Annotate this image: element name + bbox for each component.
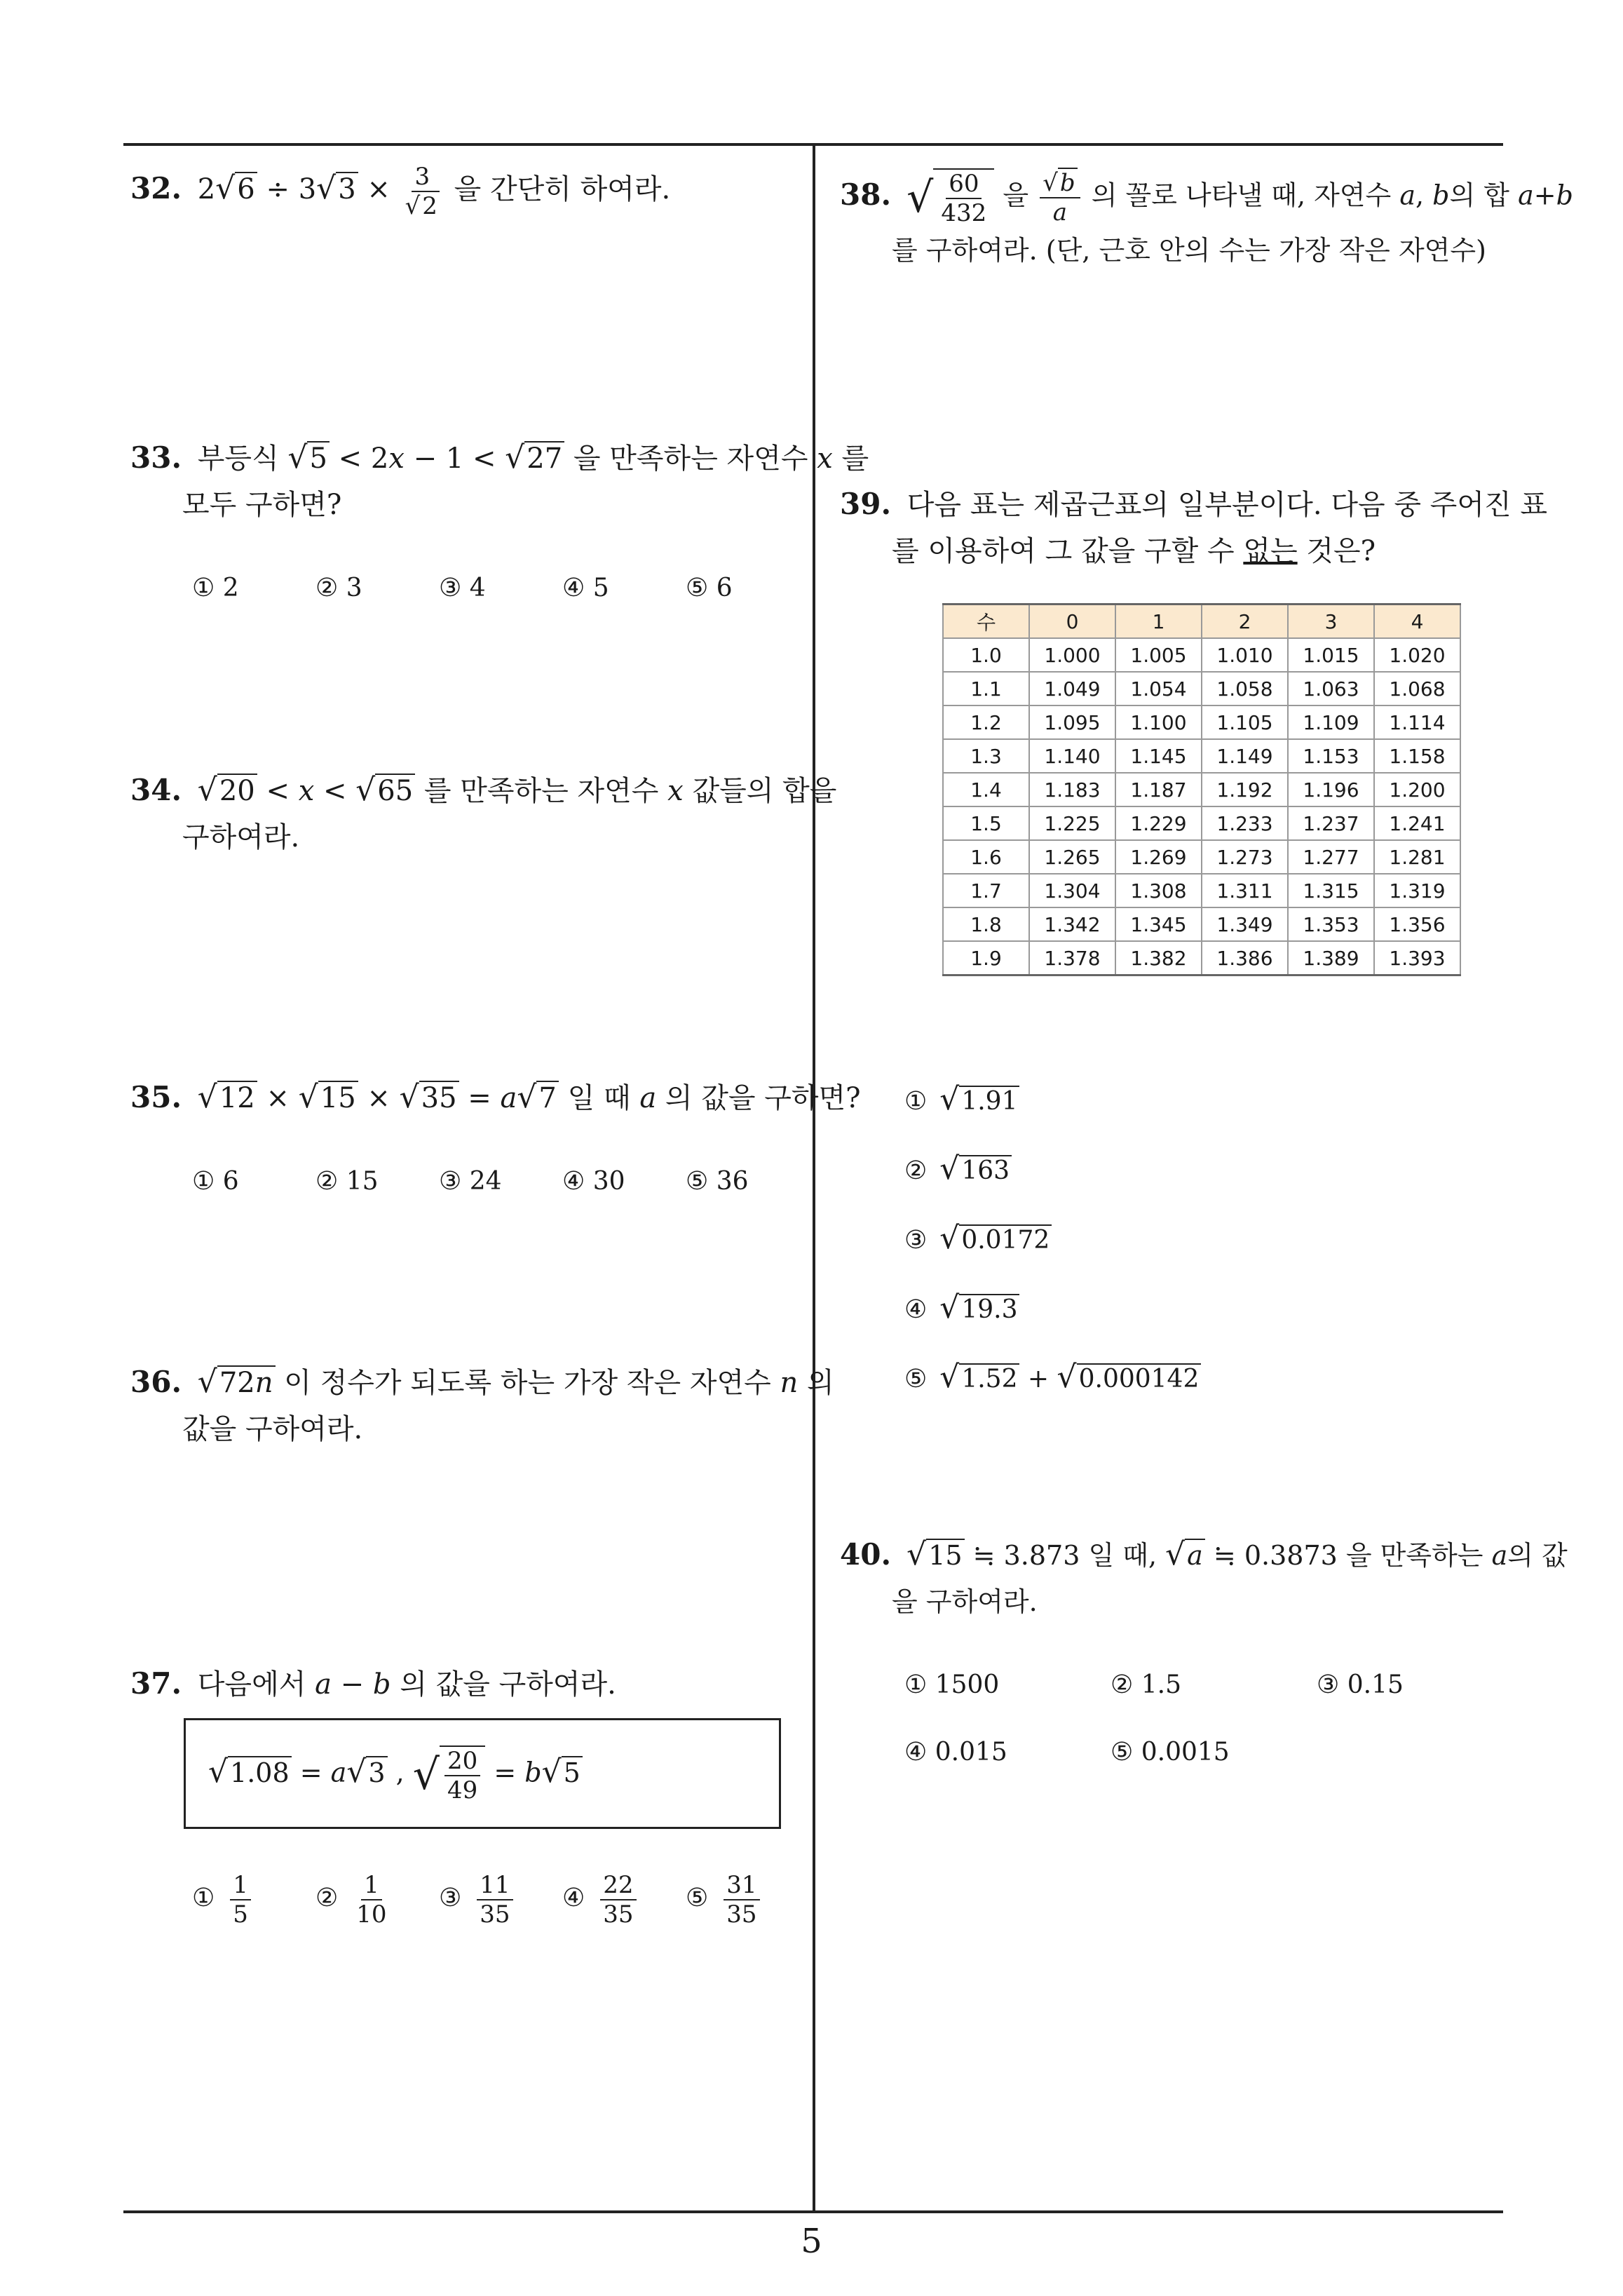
table-cell: 1.183	[1029, 773, 1115, 806]
question-36: 36. √72n 이 정수가 되도록 하는 가장 작은 자연수 n 의 값을 구하여라.	[130, 1359, 834, 1452]
choice[interactable]: ⑤ 0.0015	[1111, 1738, 1230, 1767]
question-text: 값들의 합을	[692, 775, 837, 807]
question-text: 의	[806, 1367, 834, 1399]
table-row	[943, 874, 1460, 907]
table-header: 4	[1374, 605, 1460, 639]
question-37: 37. 다음에서 a − b 의 값을 구하여라.	[130, 1666, 616, 1701]
table-header: 수	[943, 605, 1029, 639]
question-text: 를 만족하는 자연수	[423, 775, 659, 807]
choices-39	[904, 1066, 1201, 1413]
table-cell: 1.015	[1288, 638, 1374, 672]
table-cell: 1.5	[943, 806, 1029, 840]
table-cell: 1.187	[1115, 773, 1202, 806]
choice[interactable]: ② $\frac{1}{10}$	[315, 1871, 387, 1929]
table-cell: 1.265	[1029, 840, 1115, 874]
question-text: 다음에서	[197, 1668, 306, 1701]
table-cell: 1.114	[1374, 705, 1460, 739]
question-32	[130, 163, 670, 220]
table-header: 2	[1202, 605, 1288, 639]
choice[interactable]: ④ 0.015	[904, 1738, 1007, 1767]
question-number: 36.	[130, 1365, 182, 1399]
choice[interactable]: ① $\frac{1}{5}$	[192, 1871, 254, 1929]
table-cell: 1.273	[1202, 840, 1288, 874]
table-cell: 1.105	[1202, 705, 1288, 739]
table-header: 0	[1029, 605, 1115, 639]
table-header-row	[943, 605, 1460, 639]
choice[interactable]: ① 2	[192, 574, 239, 602]
choice[interactable]: ④ $\frac{22}{35}$	[562, 1871, 639, 1929]
table-cell: 1.319	[1374, 874, 1460, 907]
question-35: 35. √12 × √15 × √35 = a√7 일 때 a 의 값을 구하면?	[130, 1079, 861, 1115]
question-text: 구하여라.	[182, 821, 300, 853]
table-cell: 1.389	[1288, 941, 1374, 975]
math-expression: √1.08 = a√3 , √ $\frac{20}{49}$ = b√5	[208, 1745, 583, 1804]
table-cell: 1.277	[1288, 840, 1374, 874]
table-cell: 1.241	[1374, 806, 1460, 840]
table-cell: 1.4	[943, 773, 1029, 806]
question-number: 40.	[840, 1537, 892, 1572]
table-cell: 1.068	[1374, 672, 1460, 705]
question-text: ≒ 0.3873 을 만족하는	[1213, 1540, 1483, 1571]
question-text: 모두 구하면?	[182, 489, 342, 521]
math-expression: 2√6 ÷ 3√3 × $\frac{3}{√2}$	[198, 173, 454, 205]
question-text: 부등식	[197, 443, 279, 475]
choice[interactable]: ① √1.91	[904, 1066, 1201, 1135]
question-33: 33. 부등식 √5 < 2x − 1 < √27 을 만족하는 자연수 x 를 모두 구하면?	[130, 435, 869, 528]
table-row	[943, 907, 1460, 941]
question-text: 의 값	[1507, 1540, 1568, 1571]
table-cell: 1.281	[1374, 840, 1460, 874]
table-cell: 1.049	[1029, 672, 1115, 705]
table-cell: 1.386	[1202, 941, 1288, 975]
table-cell: 1.353	[1288, 907, 1374, 941]
table-cell: 1.378	[1029, 941, 1115, 975]
choice[interactable]: ⑤ $\frac{31}{35}$	[686, 1871, 763, 1929]
table-cell: 1.158	[1374, 739, 1460, 773]
question-text: 를 구하여라. (단, 근호 안의 수는 가장 작은 자연수)	[892, 235, 1486, 266]
table-cell: 1.3	[943, 739, 1029, 773]
table-row	[943, 806, 1460, 840]
math-expression: √5 < 2x − 1 < √27	[287, 443, 564, 475]
table-row	[943, 638, 1460, 672]
question-number: 34.	[130, 773, 182, 807]
table-cell: 1.237	[1288, 806, 1374, 840]
choice[interactable]: ② 3	[315, 574, 362, 602]
table-cell: 1.145	[1115, 739, 1202, 773]
table-cell: 1.7	[943, 874, 1029, 907]
table-cell: 1.149	[1202, 739, 1288, 773]
table-cell: 1.8	[943, 907, 1029, 941]
table-cell: 1.100	[1115, 705, 1202, 739]
question-number: 33.	[130, 440, 182, 475]
math-expression: √72n	[198, 1367, 276, 1399]
question-text: ≒ 3.873 일 때,	[972, 1540, 1157, 1571]
table-header: 3	[1288, 605, 1374, 639]
choice[interactable]: ⑤ √1.52 + √0.000142	[904, 1344, 1201, 1413]
emphasis-text: 없는	[1243, 535, 1298, 567]
question-text: 일 때	[567, 1082, 631, 1114]
table-cell: 1.1	[943, 672, 1029, 705]
question-number: 39.	[840, 487, 892, 521]
question-text: 것은?	[1306, 535, 1376, 567]
choice[interactable]: ③ $\frac{11}{35}$	[439, 1871, 516, 1929]
table-cell: 1.153	[1288, 739, 1374, 773]
choice[interactable]: ② √163	[904, 1135, 1201, 1205]
question-38: 38. √ $\frac{60}{432}$ 을 $\frac{√b}{a}$ 의 꼴로 나타낼 때, 자연수 a, b의 합 a+b 를 구하여라. (단, 근호 안의 수는 가장 작은 자연수)	[840, 168, 1573, 274]
question-text: 의 합	[1449, 180, 1509, 211]
question-text: 다음 표는 제곱근표의 일부분이다. 다음 중 주어진 표	[906, 489, 1547, 521]
choice[interactable]: ④ 30	[562, 1167, 625, 1196]
question-text: 를	[841, 443, 869, 475]
table-cell: 1.2	[943, 705, 1029, 739]
table-cell: 1.192	[1202, 773, 1288, 806]
table-row	[943, 739, 1460, 773]
question-text: 을	[1003, 180, 1029, 211]
choice[interactable]: ④ √19.3	[904, 1274, 1201, 1344]
choice[interactable]: ③ 4	[439, 574, 486, 602]
question-text: 를 이용하여 그 값을 구할 수	[892, 535, 1235, 567]
page-number: 5	[801, 2222, 822, 2261]
choice[interactable]: ② 15	[315, 1167, 379, 1196]
table-cell: 1.225	[1029, 806, 1115, 840]
table-row	[943, 773, 1460, 806]
table-row	[943, 941, 1460, 975]
choice[interactable]: ① 6	[192, 1167, 239, 1196]
choice[interactable]: ③ 0.15	[1317, 1670, 1404, 1699]
table-cell: 1.0	[943, 638, 1029, 672]
choice[interactable]: ② 1.5	[1111, 1670, 1181, 1699]
choice[interactable]: ④ 5	[562, 574, 609, 602]
table-cell: 1.010	[1202, 638, 1288, 672]
question-text: 의 값을 구하면?	[665, 1082, 861, 1114]
table-header: 1	[1115, 605, 1202, 639]
choice[interactable]: ⑤ 6	[686, 574, 733, 602]
math-expression: √12 × √15 × √35 = a√7	[198, 1082, 559, 1114]
table-cell: 1.233	[1202, 806, 1288, 840]
question-34: 34. √20 < x < √65 를 만족하는 자연수 x 값들의 합을 구하여라.	[130, 767, 836, 860]
question-number: 35.	[130, 1080, 182, 1114]
given-box	[184, 1718, 781, 1829]
table-row	[943, 705, 1460, 739]
table-cell: 1.342	[1029, 907, 1115, 941]
table-cell: 1.109	[1288, 705, 1374, 739]
table-cell: 1.349	[1202, 907, 1288, 941]
question-40: 40. √15 ≒ 3.873 일 때, √a ≒ 0.3873 을 만족하는 a의 값 을 구하여라.	[840, 1532, 1568, 1625]
question-text: 을 간단히 하여라.	[454, 173, 671, 205]
table-cell: 1.196	[1288, 773, 1374, 806]
question-text: 이 정수가 되도록 하는 가장 작은 자연수	[284, 1367, 771, 1399]
table-cell: 1.356	[1374, 907, 1460, 941]
table-cell: 1.200	[1374, 773, 1460, 806]
table-row	[943, 840, 1460, 874]
choice[interactable]: ③ √0.0172	[904, 1205, 1201, 1274]
table-cell: 1.393	[1374, 941, 1460, 975]
table-cell: 1.311	[1202, 874, 1288, 907]
question-39	[840, 481, 1547, 574]
table-cell: 1.345	[1115, 907, 1202, 941]
table-cell: 1.382	[1115, 941, 1202, 975]
table-row	[943, 672, 1460, 705]
question-text: 의 꼴로 나타낼 때, 자연수	[1091, 180, 1392, 211]
choice[interactable]: ① 1500	[904, 1670, 1000, 1699]
question-text: 을 만족하는 자연수	[573, 443, 808, 475]
table-cell: 1.005	[1115, 638, 1202, 672]
choice[interactable]: ⑤ 36	[686, 1167, 749, 1196]
table-cell: 1.140	[1029, 739, 1115, 773]
square-root-table	[942, 603, 1461, 976]
question-number: 38.	[840, 177, 892, 212]
question-text: 의 값을 구하여라.	[400, 1668, 616, 1701]
question-text: 을 구하여라.	[892, 1586, 1038, 1617]
table-cell: 1.000	[1029, 638, 1115, 672]
bottom-rule	[123, 2210, 1503, 2213]
table-cell: 1.304	[1029, 874, 1115, 907]
question-text: 값을 구하여라.	[182, 1413, 363, 1445]
math-expression: √20 < x < √65	[198, 775, 415, 807]
table-cell: 1.058	[1202, 672, 1288, 705]
table-cell: 1.020	[1374, 638, 1460, 672]
choice[interactable]: ③ 24	[439, 1167, 502, 1196]
table-cell: 1.308	[1115, 874, 1202, 907]
table-cell: 1.269	[1115, 840, 1202, 874]
table-cell: 1.229	[1115, 806, 1202, 840]
question-number: 37.	[130, 1666, 182, 1701]
table-cell: 1.315	[1288, 874, 1374, 907]
table-cell: 1.9	[943, 941, 1029, 975]
table-cell: 1.6	[943, 840, 1029, 874]
table-cell: 1.095	[1029, 705, 1115, 739]
table-cell: 1.063	[1288, 672, 1374, 705]
question-number: 32.	[130, 171, 182, 205]
table-cell: 1.054	[1115, 672, 1202, 705]
